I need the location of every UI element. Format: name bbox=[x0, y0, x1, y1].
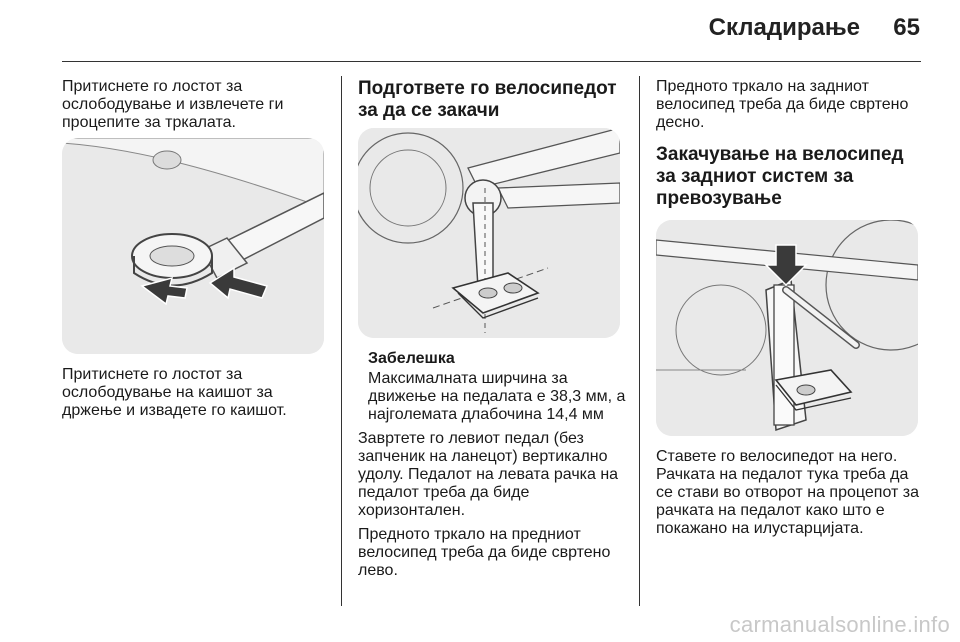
column-separator-2 bbox=[639, 76, 640, 606]
header-title: Складирање bbox=[708, 14, 860, 41]
figure-release-wheel-clamps bbox=[62, 138, 324, 354]
header-rule bbox=[62, 61, 921, 62]
col3-paragraph-1: Предното тркало на задниот велосипед треба да биде свртено десно. bbox=[656, 78, 909, 131]
watermark: carmanualsonline.info bbox=[729, 612, 950, 637]
col2-paragraph-2: Предното тркало на предниот велосипед треба да биде свртено лево. bbox=[358, 526, 611, 579]
note-title: Забелешка bbox=[368, 350, 455, 367]
column-separator-1 bbox=[341, 76, 342, 606]
col3-heading: Закачување на велосипед за задниот систем за превозување bbox=[656, 144, 904, 209]
page-number: 65 bbox=[893, 14, 920, 41]
figure-attach-bicycle bbox=[656, 220, 918, 436]
col2-paragraph-1: Завртете го левиот педал (без запченик на ланецот) вертикално удолу. Педалот на левата рачка на педалот треба да биде хоризонтален. bbox=[358, 430, 619, 519]
col1-paragraph-1: Притиснете го лостот за ослободување и извлечете ги процепите за тркалата. bbox=[62, 78, 284, 131]
col3-paragraph-2: Ставете го велосипедот на него. Рачката на педалот тука треба да се стави во отворот на процепот за рачката на педалот како што е покажано на илустарцијата. bbox=[656, 448, 919, 537]
col1-paragraph-2: Притиснете го лостот за ослободување на каишот за држење и извадете го каишот. bbox=[62, 366, 287, 419]
note-text: Максималната ширчина за движење на педалата е 38,3 мм, а најголемата длабочина 14,4 мм bbox=[368, 370, 626, 423]
col2-heading: Подгответе го велосипедот за да се закачи bbox=[358, 78, 617, 121]
figure-pedal-horizontal bbox=[358, 128, 620, 338]
